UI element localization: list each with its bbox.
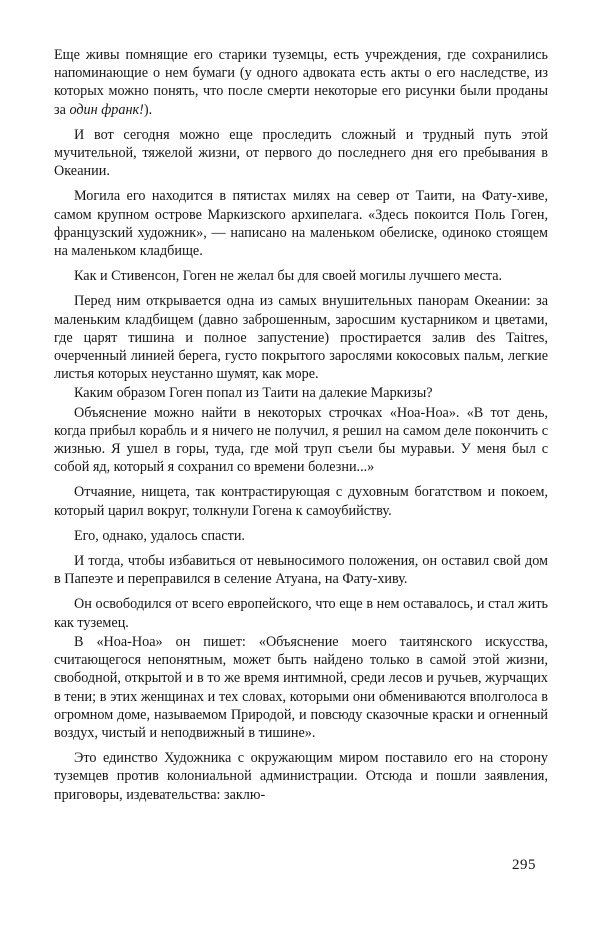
paragraph-6: Каким образом Гоген попал из Таити на далекие Маркизы? xyxy=(74,385,433,402)
paragraph-2: И вот сегодня можно еще проследить сложный и трудный путь этой мучительной, тяжелой жизни, от первого до последнего дня его пребывания в Океании. xyxy=(54,126,548,180)
paragraph-11: Он освободился от всего европейского, что еще в нем оставалось, и стал жить как туземец. xyxy=(54,596,548,631)
paragraph-7: Объяснение можно найти в некоторых строчках «Ноа-Ноа». «В тот день, когда прибыл корабль и я ничего не получил, я решил на самом деле покончить с жизнью. Я ушел в горы, туда, где мой труп съели бы муравьи. У меня был с собой яд, который я сохранил со времени болезни...» xyxy=(54,404,548,476)
paragraph-8: Отчаяние, нищета, так контрастирующая с духовным богатством и покоем, который царил вокруг, толкнули Гогена к самоубийству. xyxy=(54,484,548,519)
paragraph-10: И тогда, чтобы избавиться от невыносимого положения, он оставил свой дом в Папеэте и переправился в селение Атуана, на Фату-хиву. xyxy=(54,553,548,588)
paragraph-1: Еще живы помнящие его старики туземцы, есть учреждения, где сохранились напоминающие о нем бумаги (у одного адвоката есть акты о его наследстве, из которых можно понять, что после смерти некоторые его рисунки были проданы за один франк!). xyxy=(54,47,548,118)
paragraph-13: Это единство Художника с окружающим миром поставило его на сторону туземцев против колониальной администрации. Отсюда и пошли заявления, приговоры, издевательства: заклю- xyxy=(54,750,548,803)
paragraph-12: В «Ноа-Ноа» он пишет: «Объяснение моего таитянского искусства, считающегося непонятным, может быть найдено только в самой этой жизни, свободной, открытой и в то же время интимной, среди лесов и ручьев, журчащих в тени; в этих женщинах и тех словах, которыми они обмениваются вполголоса в огромном доме, называемом Природой, и повсюду сказочные краски и огненный воздух, чистый и неподвижный в тишине». xyxy=(54,633,548,741)
paragraph-5: Перед ним открывается одна из самых внушительных панорам Океании: за маленьким кладбищем (давно заброшенным, заросшим кустарником и цветами, где царят тишина и полное запустение) простирается залив des Taitres, очерченный линией берега, густо покрытого зарослями кокосовых пальм, легкие листья которых неустанно шумят, как море. xyxy=(54,293,548,383)
paragraph-3: Могила его находится в пятистах милях на север от Таити, на Фату-хиве, самом крупном острове Маркизского архипелага. «Здесь покоится Поль Гоген, французский художник», — написано на маленьком обелиске, одиноко стоящем на маленьком кладбище. xyxy=(54,188,548,260)
paragraph-4: Как и Стивенсон, Гоген не желал бы для своей могилы лучшего места. xyxy=(74,268,503,285)
page-number: 295 xyxy=(512,857,536,873)
paragraph-9: Его, однако, удалось спасти. xyxy=(74,527,245,544)
body-text xyxy=(54,46,548,811)
emphasis-text: один франк! xyxy=(69,101,144,118)
